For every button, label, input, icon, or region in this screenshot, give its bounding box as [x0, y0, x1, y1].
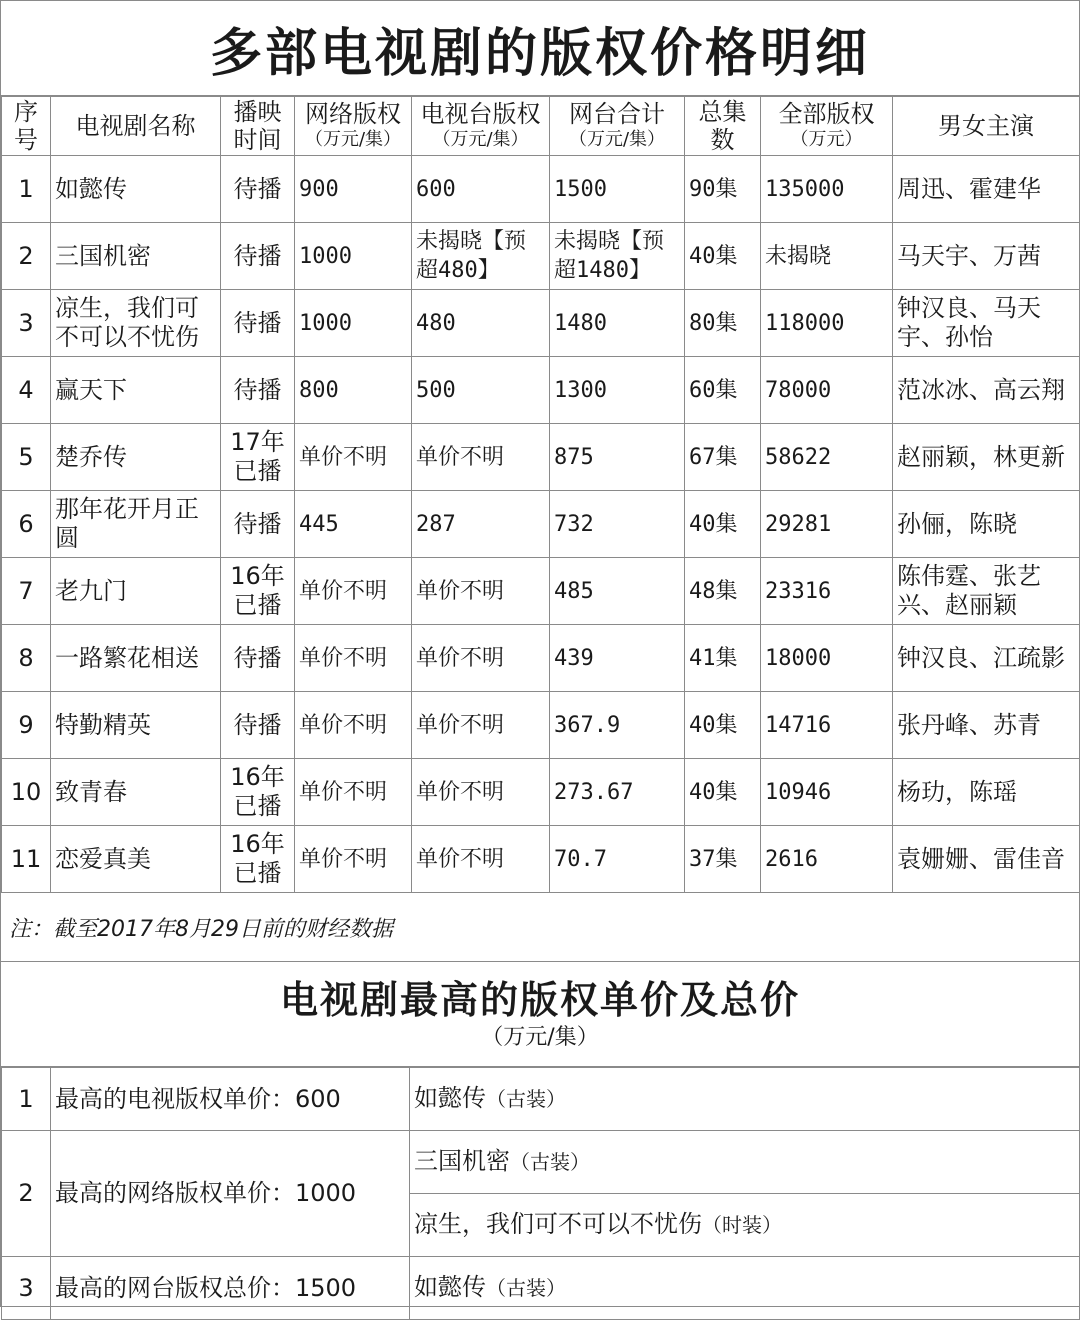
net-price: 900 [295, 156, 412, 223]
episode-count: 40集 [685, 692, 761, 759]
cast: 范冰冰、高云翔 [893, 357, 1080, 424]
page-title: 多部电视剧的版权价格明细 [209, 23, 870, 84]
net-price: 单价不明 [295, 558, 412, 625]
col-header-total-unit: （万元） [790, 129, 863, 150]
col-header-air: 播映时间 [221, 97, 295, 156]
summary-row-label: 最高的电视版权单价：600 [51, 1068, 410, 1131]
air-status: 待播 [221, 223, 295, 290]
total-price: 14716 [761, 692, 893, 759]
combined-price: 70.7 [550, 826, 685, 893]
summary-unit: （万元/集） [481, 1025, 599, 1050]
row-no: 3 [2, 290, 51, 357]
drama-name: 赢天下 [51, 357, 221, 424]
episode-count: 41集 [685, 625, 761, 692]
cast: 赵丽颖，林更新 [893, 424, 1080, 491]
air-status: 待播 [221, 625, 295, 692]
drama-name: 楚乔传 [51, 424, 221, 491]
summary-row-label: 最高的网络版权单价：1000 [51, 1131, 410, 1257]
combined-price: 未揭晓【预超1480】 [550, 223, 685, 290]
row-no: 7 [2, 558, 51, 625]
cast: 袁姗姗、雷佳音 [893, 826, 1080, 893]
tv-price: 287 [412, 491, 550, 558]
table-body [2, 156, 1080, 893]
table-row [2, 290, 1080, 357]
show-title: 如懿传 [414, 1273, 486, 1301]
table-header-row [2, 97, 1080, 156]
col-header-net-label: 网络版权 [305, 100, 401, 128]
summary-row [2, 1131, 1080, 1194]
tv-price: 未揭晓【预超480】 [412, 223, 550, 290]
row-no: 10 [2, 759, 51, 826]
genre-tag: （古装） [486, 1276, 566, 1300]
net-price: 单价不明 [295, 759, 412, 826]
col-header-sum-unit: （万元/集） [568, 129, 666, 150]
episode-count: 40集 [685, 491, 761, 558]
drama-name: 老九门 [51, 558, 221, 625]
episode-count: 40集 [685, 759, 761, 826]
col-header-total-label: 全部版权 [778, 100, 875, 128]
summary-row-no: 2 [2, 1131, 51, 1257]
air-status: 待播 [221, 156, 295, 223]
net-price: 单价不明 [295, 826, 412, 893]
genre-tag: （时装） [702, 1213, 782, 1237]
combined-price: 1480 [550, 290, 685, 357]
combined-price: 485 [550, 558, 685, 625]
cast: 马天宇、万茜 [893, 223, 1080, 290]
tv-price: 480 [412, 290, 550, 357]
drama-name: 三国机密 [51, 223, 221, 290]
drama-name: 那年花开月正圆 [51, 491, 221, 558]
episode-count: 40集 [685, 223, 761, 290]
row-no: 8 [2, 625, 51, 692]
col-header-net-unit: （万元/集） [304, 129, 402, 150]
summary-row-label: 最高的网台版权总价：1500 [51, 1257, 410, 1320]
tv-price: 单价不明 [412, 625, 550, 692]
summary-row-show [410, 1194, 1080, 1257]
col-header-sum [550, 97, 685, 156]
episode-count: 67集 [685, 424, 761, 491]
tv-price: 单价不明 [412, 558, 550, 625]
col-header-cast: 男女主演 [893, 97, 1080, 156]
row-no: 6 [2, 491, 51, 558]
air-status: 17年已播 [221, 424, 295, 491]
cast: 周迅、霍建华 [893, 156, 1080, 223]
cast: 钟汉良、江疏影 [893, 625, 1080, 692]
col-header-eps: 总集数 [685, 97, 761, 156]
total-price: 58622 [761, 424, 893, 491]
tv-price: 500 [412, 357, 550, 424]
row-no: 11 [2, 826, 51, 893]
col-header-tv [412, 97, 550, 156]
net-price: 单价不明 [295, 625, 412, 692]
table-row [2, 223, 1080, 290]
drama-name: 如懿传 [51, 156, 221, 223]
tv-price: 单价不明 [412, 759, 550, 826]
tv-price: 单价不明 [412, 826, 550, 893]
col-header-no: 序号 [2, 97, 51, 156]
net-price: 800 [295, 357, 412, 424]
drama-name: 特勤精英 [51, 692, 221, 759]
row-no: 1 [2, 156, 51, 223]
data-note: 注：截至2017年8月29日前的财经数据 [1, 893, 1079, 962]
combined-price: 439 [550, 625, 685, 692]
show-title: 如懿传 [414, 1084, 486, 1112]
total-price: 2616 [761, 826, 893, 893]
episode-count: 37集 [685, 826, 761, 893]
summary-row [2, 1257, 1080, 1320]
summary-row-show [410, 1257, 1080, 1320]
summary-row-no: 1 [2, 1068, 51, 1131]
drama-name: 致青春 [51, 759, 221, 826]
col-header-tv-label: 电视台版权 [420, 100, 541, 128]
genre-tag: （古装） [510, 1150, 590, 1174]
combined-price: 875 [550, 424, 685, 491]
episode-count: 60集 [685, 357, 761, 424]
air-status: 待播 [221, 290, 295, 357]
col-header-total [761, 97, 893, 156]
drama-name: 恋爱真美 [51, 826, 221, 893]
cast: 陈伟霆、张艺兴、赵丽颖 [893, 558, 1080, 625]
table-row [2, 156, 1080, 223]
col-header-tv-unit: （万元/集） [432, 129, 529, 150]
table-row [2, 759, 1080, 826]
total-price: 未揭晓 [761, 223, 893, 290]
combined-price: 1300 [550, 357, 685, 424]
episode-count: 48集 [685, 558, 761, 625]
total-price: 118000 [761, 290, 893, 357]
episode-count: 90集 [685, 156, 761, 223]
episode-count: 80集 [685, 290, 761, 357]
col-header-name: 电视剧名称 [51, 97, 221, 156]
table-row [2, 491, 1080, 558]
cast: 杨玏，陈瑶 [893, 759, 1080, 826]
col-header-net [295, 97, 412, 156]
cast: 孙俪，陈晓 [893, 491, 1080, 558]
summary-row [2, 1068, 1080, 1131]
row-no: 5 [2, 424, 51, 491]
table-row [2, 625, 1080, 692]
col-header-sum-label: 网台合计 [569, 100, 665, 128]
row-no: 9 [2, 692, 51, 759]
combined-price: 732 [550, 491, 685, 558]
table-row [2, 424, 1080, 491]
net-price: 1000 [295, 223, 412, 290]
net-price: 445 [295, 491, 412, 558]
combined-price: 273.67 [550, 759, 685, 826]
tv-price: 单价不明 [412, 692, 550, 759]
summary-table [1, 1067, 1080, 1320]
total-price: 135000 [761, 156, 893, 223]
row-no: 2 [2, 223, 51, 290]
total-price: 10946 [761, 759, 893, 826]
price-detail-table [1, 96, 1080, 893]
air-status: 16年已播 [221, 826, 295, 893]
show-title: 凉生，我们可不可以不忧伤 [414, 1210, 702, 1238]
air-status: 待播 [221, 357, 295, 424]
table-row [2, 826, 1080, 893]
air-status: 16年已播 [221, 558, 295, 625]
total-price: 29281 [761, 491, 893, 558]
combined-price: 367.9 [550, 692, 685, 759]
combined-price: 1500 [550, 156, 685, 223]
genre-tag: （古装） [486, 1087, 566, 1111]
air-status: 16年已播 [221, 759, 295, 826]
cast: 钟汉良、马天宇、孙怡 [893, 290, 1080, 357]
summary-row-show [410, 1068, 1080, 1131]
air-status: 待播 [221, 692, 295, 759]
summary-row-no: 3 [2, 1257, 51, 1320]
show-title: 三国机密 [414, 1147, 510, 1175]
table-row [2, 558, 1080, 625]
tv-price: 600 [412, 156, 550, 223]
net-price: 1000 [295, 290, 412, 357]
total-price: 18000 [761, 625, 893, 692]
net-price: 单价不明 [295, 692, 412, 759]
total-price: 23316 [761, 558, 893, 625]
summary-row-show [410, 1131, 1080, 1194]
row-no: 4 [2, 357, 51, 424]
air-status: 待播 [221, 491, 295, 558]
table-row [2, 357, 1080, 424]
title-band [1, 1, 1079, 96]
table-row [2, 692, 1080, 759]
cast: 张丹峰、苏青 [893, 692, 1080, 759]
total-price: 78000 [761, 357, 893, 424]
summary-title: 电视剧最高的版权单价及总价 [279, 978, 800, 1022]
drama-name: 一路繁花相送 [51, 625, 221, 692]
summary-heading [1, 962, 1079, 1067]
net-price: 单价不明 [295, 424, 412, 491]
tv-price: 单价不明 [412, 424, 550, 491]
drama-name: 凉生，我们可不可以不忧伤 [51, 290, 221, 357]
